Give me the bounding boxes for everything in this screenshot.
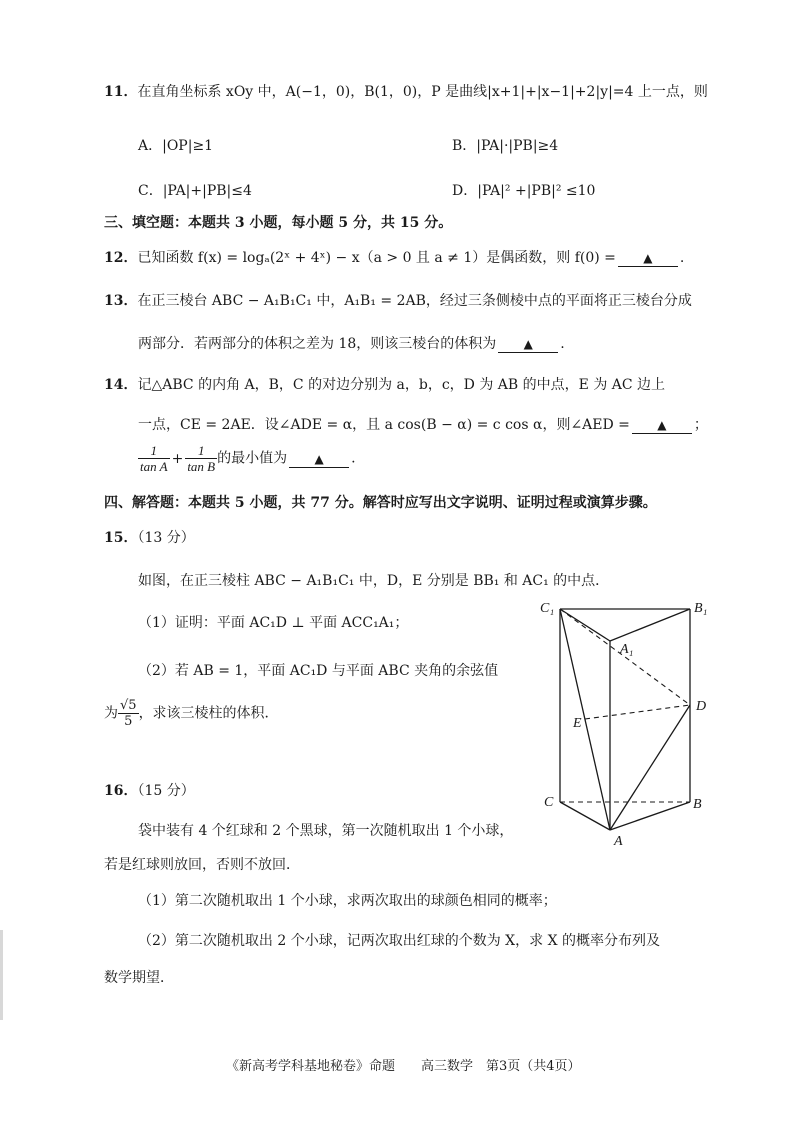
label-b1: B₁	[694, 601, 708, 616]
edge-a1-b1	[610, 609, 690, 641]
segment-c1-a	[560, 609, 610, 830]
q12-answer-blank	[618, 250, 678, 267]
q15-score: （13 分）	[137, 530, 195, 546]
q11-number: 11．	[104, 84, 138, 100]
hidden-segment-c1-d	[560, 609, 690, 705]
blank-triangle-icon: ▲	[314, 451, 324, 466]
q16-line2: 若是红球则放回，否则不放回．	[104, 857, 300, 873]
q14-fraction-2	[185, 443, 217, 474]
q16-number: 16．	[104, 783, 138, 799]
q11-stem	[104, 81, 708, 101]
q13-text-1: 在正三棱台 ABC − A₁B₁C₁ 中，A₁B₁ = 2AB，经过三条侧棱中点的平面将正三棱台分成	[137, 293, 692, 309]
q11-option-a: A．|OP|≥1	[138, 138, 214, 154]
q11-option-b: B．|PA|·|PB|≥4	[452, 138, 559, 154]
q16-part2a: （2）第二次随机取出 2 个小球，记两次取出红球的个数为 X，求 X 的概率分布列及	[138, 933, 660, 949]
q16-part2b: 数学期望．	[104, 970, 174, 986]
q13-answer-blank	[498, 336, 558, 353]
q15-stem: 如图，在正三棱柱 ABC − A₁B₁C₁ 中，D，E 分别是 BB₁ 和 AC₁ 的中点．	[138, 573, 610, 589]
q15-header	[104, 527, 195, 547]
label-d: D	[696, 699, 707, 714]
q12-end: .	[679, 250, 685, 266]
q16-score: （15 分）	[137, 783, 195, 799]
page-footer: 《新高考学科基地秘卷》命题 高三数学 第3页（共4页）	[226, 1059, 581, 1074]
q14-text-2: 一点，CE = 2AE．设∠ADE = α，且 a cos(B − α) = c cos α，则∠AED =	[138, 417, 630, 433]
q15-part2b-prefix: 为	[104, 705, 118, 722]
blank-triangle-icon: ▲	[523, 337, 533, 351]
q13-end: .	[560, 336, 565, 352]
q11-text: 在直角坐标系 xOy 中，A(−1，0)，B(1，0)，P 是曲线|x+1|+|x−1|+2|y|=4 上一点，则	[137, 84, 708, 100]
q14-answer-blank-2	[289, 451, 349, 468]
q16-part1: （1）第二次随机取出 1 个小球，求两次取出的球颜色相同的概率；	[138, 893, 557, 909]
q14-plus: +	[171, 450, 184, 467]
q15-part2a: （2）若 AB = 1，平面 AC₁D 与平面 ABC 夹角的余弦值	[138, 663, 499, 679]
q11-option-d: D．|PA|² +|PB|² ≤10	[452, 183, 596, 199]
edge-c-a	[560, 802, 610, 830]
q14-frac1-denominator: tan A	[140, 459, 168, 474]
q15-part1: （1）证明：平面 AC₁D ⊥ 平面 ACC₁A₁；	[138, 615, 409, 631]
label-c1: C₁	[540, 601, 555, 616]
q14-line2	[138, 414, 708, 434]
q14-end-2: .	[351, 450, 356, 467]
q13-number: 13．	[104, 293, 138, 309]
q14-frac1-numerator: 1	[138, 443, 170, 459]
q15-part2b	[104, 698, 279, 729]
q11-option-c: C．|PA|+|PB|≤4	[138, 183, 252, 199]
q14-line3	[138, 443, 356, 474]
edge-c1-a1	[560, 609, 610, 641]
label-c: C	[544, 795, 554, 810]
q14-answer-blank-1	[632, 417, 692, 434]
q14-text-3: 的最小值为	[217, 450, 288, 467]
blank-triangle-icon: ▲	[657, 418, 667, 432]
q15-sqrt5-over-5	[118, 698, 139, 729]
hidden-segment-e-d	[585, 705, 690, 719]
q14-line1	[104, 374, 665, 394]
q15-frac-denominator: 5	[124, 714, 133, 729]
blank-triangle-icon: ▲	[643, 251, 653, 265]
label-b: B	[693, 797, 702, 812]
edge-a-b	[610, 802, 690, 830]
q13-line2	[138, 333, 565, 353]
section-3-heading: 三、填空题：本题共 3 小题，每小题 5 分，共 15 分。	[104, 215, 453, 231]
segment-a-d	[610, 705, 690, 830]
q14-frac2-numerator: 1	[185, 443, 217, 459]
scan-edge	[0, 930, 3, 1020]
prism-figure	[520, 590, 730, 852]
q14-fraction-1	[138, 443, 170, 474]
section-4-heading: 四、解答题：本题共 5 小题，共 77 分。解答时应写出文字说明、证明过程或演算步骤。	[104, 495, 657, 511]
q16-line1: 袋中装有 4 个红球和 2 个黑球，第一次随机取出 1 个小球，	[138, 823, 514, 839]
q15-frac-numerator: √5	[120, 698, 137, 713]
q15-part2b-suffix: ，求该三棱柱的体积．	[138, 705, 279, 722]
q14-frac2-denominator: tan B	[187, 459, 216, 474]
q12-number: 12．	[104, 250, 138, 266]
q14-text-1: 记△ABC 的内角 A，B，C 的对边分别为 a，b，c，D 为 AB 的中点，E 为 AC 边上	[137, 377, 666, 393]
q16-header	[104, 780, 195, 800]
q14-number: 14．	[104, 377, 138, 393]
label-a: A	[614, 834, 623, 849]
label-e: E	[573, 716, 582, 731]
q12	[104, 247, 684, 267]
q12-text: 已知函数 f(x) = logₐ(2ˣ + 4ˣ) − x（a > 0 且 a ≠ 1）是偶函数，则 f(0) =	[137, 250, 616, 266]
label-a1: A₁	[620, 642, 634, 657]
q14-end-1: ；	[693, 417, 708, 433]
q13-text-2: 两部分．若两部分的体积之差为 18，则该三棱台的体积为	[138, 336, 497, 352]
q13-line1	[104, 290, 692, 310]
q15-number: 15．	[104, 530, 138, 546]
